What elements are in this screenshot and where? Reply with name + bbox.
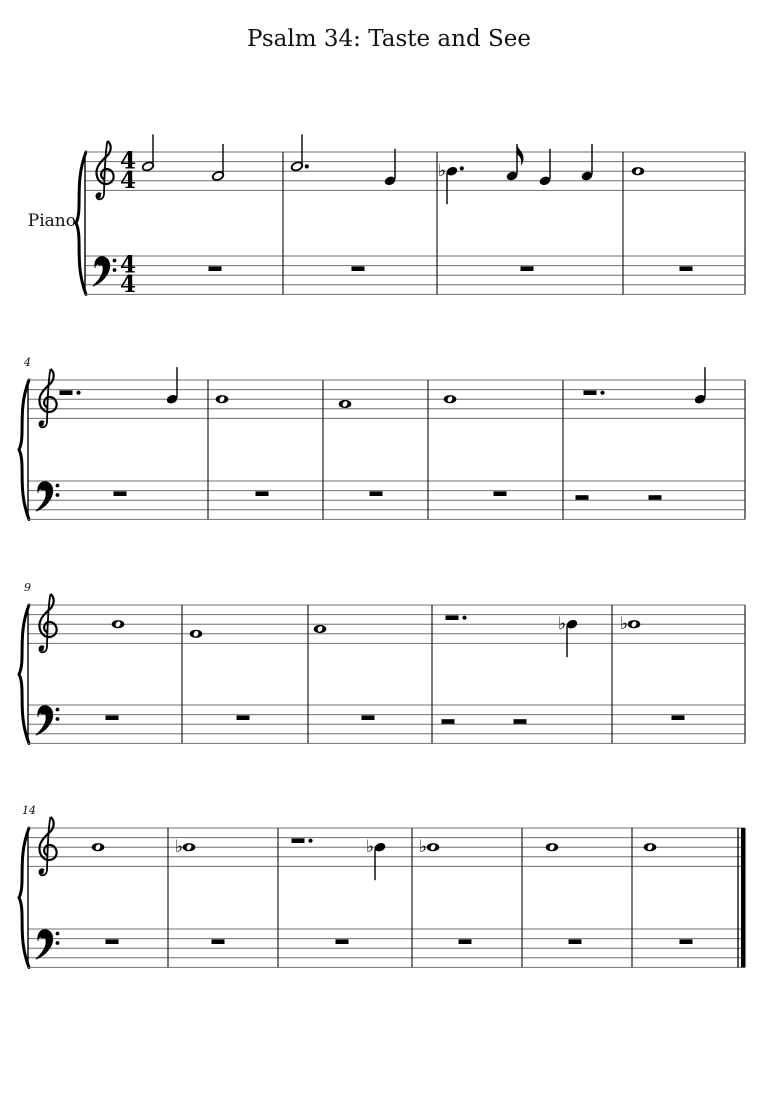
augmentation-dot <box>305 164 309 168</box>
whole-rest <box>672 715 685 720</box>
bass-clef <box>56 493 60 497</box>
augmentation-dot <box>462 616 466 620</box>
whole-rest <box>209 266 222 271</box>
whole-rest <box>336 939 349 944</box>
measure-number-label: 9 <box>24 581 31 594</box>
eighth-flag <box>517 144 524 166</box>
treble-clef <box>47 817 51 870</box>
time-signature-denominator: 4 <box>119 166 137 194</box>
treble-clef <box>97 194 101 198</box>
whole-rest <box>680 939 693 944</box>
bass-clef <box>56 717 60 721</box>
whole-rest <box>521 266 534 271</box>
page-title: Psalm 34: Taste and See <box>247 26 531 52</box>
treble-clef <box>104 141 108 194</box>
half-rest <box>649 495 662 500</box>
bass-clef <box>56 708 60 712</box>
whole-rest <box>106 715 119 720</box>
whole-rest <box>494 491 507 496</box>
flat-accidental: ♭ <box>558 614 567 635</box>
augmentation-dot <box>308 839 312 843</box>
flat-accidental: ♭ <box>175 837 184 858</box>
whole-rest <box>292 838 305 843</box>
treble-clef <box>47 369 51 422</box>
whole-rest <box>584 390 597 395</box>
whole-rest <box>106 939 119 944</box>
instrument-label: Piano <box>27 211 76 231</box>
treble-clef <box>40 647 44 651</box>
whole-rest <box>256 491 269 496</box>
treble-clef <box>40 422 44 426</box>
treble-clef <box>47 594 51 647</box>
bass-clef <box>113 259 117 263</box>
bass-clef <box>56 941 60 945</box>
flat-accidental: ♭ <box>438 161 447 182</box>
augmentation-dot <box>460 166 464 170</box>
whole-rest <box>60 390 73 395</box>
whole-rest <box>237 715 250 720</box>
time-signature-numerator: 4 <box>119 147 137 175</box>
bass-clef <box>56 484 60 488</box>
bass-clef <box>40 933 46 939</box>
half-rest <box>576 495 589 500</box>
whole-rest <box>352 266 365 271</box>
whole-rest <box>680 266 693 271</box>
half-rest <box>514 719 527 724</box>
augmentation-dot <box>76 391 80 395</box>
bass-clef <box>40 709 46 715</box>
whole-rest <box>459 939 472 944</box>
bass-clef <box>56 932 60 936</box>
measure-number-label: 14 <box>22 804 36 817</box>
whole-rest <box>370 491 383 496</box>
time-signature-denominator: 4 <box>119 270 137 298</box>
augmentation-dot <box>600 391 604 395</box>
whole-rest <box>114 491 127 496</box>
flat-accidental: ♭ <box>366 837 375 858</box>
whole-rest <box>446 615 459 620</box>
whole-rest <box>362 715 375 720</box>
bass-clef <box>40 485 46 491</box>
whole-rest <box>569 939 582 944</box>
flat-accidental: ♭ <box>620 614 629 635</box>
time-signature-numerator: 4 <box>119 251 137 279</box>
bass-clef <box>113 268 117 272</box>
bass-clef <box>97 260 103 266</box>
whole-rest <box>212 939 225 944</box>
measure-number-label: 4 <box>24 356 31 369</box>
final-thick-barline <box>741 828 746 967</box>
half-rest <box>442 719 455 724</box>
treble-clef <box>40 870 44 874</box>
flat-accidental: ♭ <box>419 837 428 858</box>
